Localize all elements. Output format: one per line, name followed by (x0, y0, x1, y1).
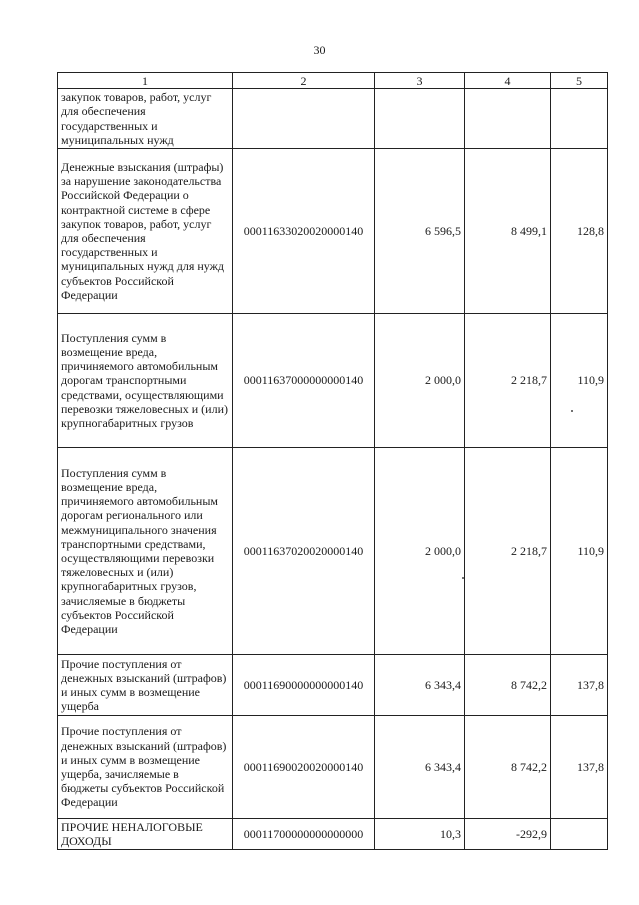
revenue-table (57, 72, 608, 850)
row-percent: 137,8 (551, 655, 608, 716)
row-name: ПРОЧИЕ НЕНАЛОГОВЫЕ ДОХОДЫ (58, 819, 233, 850)
row-plan: 2 000,0 (375, 314, 465, 448)
row-percent (551, 89, 608, 149)
row-code: 00011690020020000140 (233, 716, 375, 819)
row-code: 00011700000000000000 (233, 819, 375, 850)
row-code (233, 89, 375, 149)
row-percent: 110,9 (551, 448, 608, 655)
table-row (58, 448, 608, 655)
row-name: Прочие поступления от денежных взысканий (штрафов) и иных сумм в возмещение ущерба (58, 655, 233, 716)
table-row (58, 716, 608, 819)
row-plan: 10,3 (375, 819, 465, 850)
row-plan (375, 89, 465, 149)
row-fact: 8 742,2 (465, 716, 551, 819)
row-plan: 2 000,0 (375, 448, 465, 655)
scan-speck (462, 577, 464, 579)
header-row (58, 73, 608, 89)
row-fact: 2 218,7 (465, 314, 551, 448)
page-number: 30 (313, 43, 326, 57)
row-name: закупок товаров, работ, услуг для обеспечения государственных и муниципальных нужд (58, 89, 233, 149)
row-name: Поступления сумм в возмещение вреда, причиняемого автомобильным дорогам транспортными средствами, осуществляющими перевозки тяжеловесных и (или) крупногабаритных грузов (58, 314, 233, 448)
table-row (58, 655, 608, 716)
table-row (58, 89, 608, 149)
row-percent: 128,8 (551, 149, 608, 314)
row-plan: 6 596,5 (375, 149, 465, 314)
row-name: Прочие поступления от денежных взысканий (штрафов) и иных сумм в возмещение ущерба, зачисляемые в бюджеты субъектов Российской Федерации (58, 716, 233, 819)
row-percent (551, 819, 608, 850)
row-name: Поступления сумм в возмещение вреда, причиняемого автомобильным дорогам регионального или межмуниципального значения транспортными средствами, осуществляющими перевозки тяжеловесных и (или) крупногабаритных грузов, зачисляемые в бюджеты субъектов Российской Федерации (58, 448, 233, 655)
row-fact: 2 218,7 (465, 448, 551, 655)
row-fact (465, 89, 551, 149)
row-code: 00011633020020000140 (233, 149, 375, 314)
scan-speck (571, 410, 573, 412)
table-row (58, 819, 608, 850)
row-fact: -292,9 (465, 819, 551, 850)
column-header: 2 (233, 73, 375, 89)
row-code: 00011637020020000140 (233, 448, 375, 655)
row-plan: 6 343,4 (375, 716, 465, 819)
column-header: 5 (551, 73, 608, 89)
row-name: Денежные взыскания (штрафы) за нарушение законодательства Российской Федерации о контрактной системе в сфере закупок товаров, работ, услуг для обеспечения государственных и муниципальных нужд для нужд субъектов Российской Федерации (58, 149, 233, 314)
row-code: 00011690000000000140 (233, 655, 375, 716)
row-fact: 8 499,1 (465, 149, 551, 314)
table-row (58, 149, 608, 314)
row-plan: 6 343,4 (375, 655, 465, 716)
column-header: 1 (58, 73, 233, 89)
column-header: 4 (465, 73, 551, 89)
row-percent: 110,9 (551, 314, 608, 448)
column-header: 3 (375, 73, 465, 89)
row-fact: 8 742,2 (465, 655, 551, 716)
row-percent: 137,8 (551, 716, 608, 819)
table-row (58, 314, 608, 448)
row-code: 00011637000000000140 (233, 314, 375, 448)
